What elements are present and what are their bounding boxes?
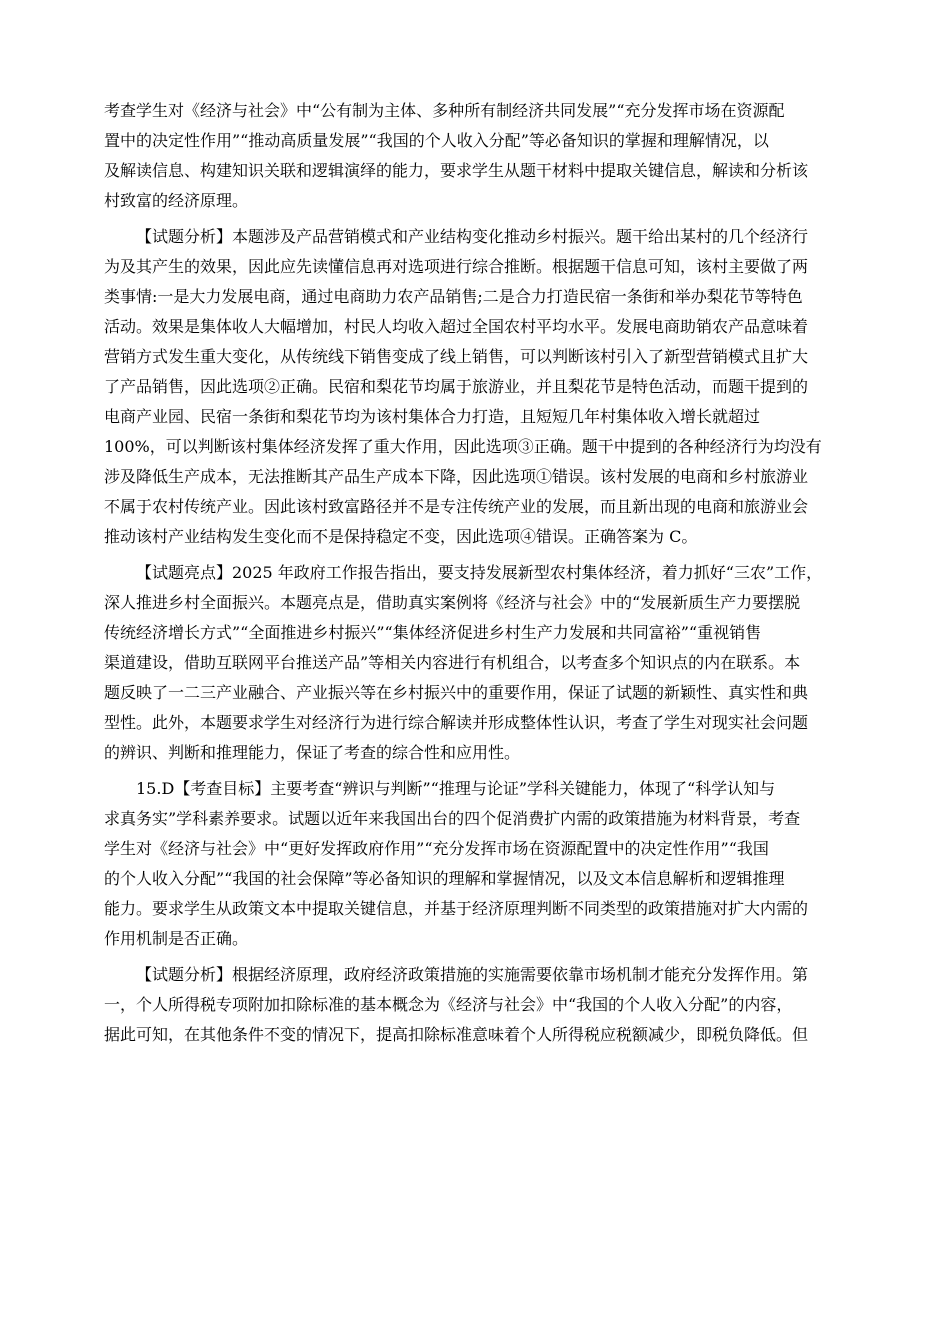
text-line: 【试题分析】根据经济原理，政府经济政策措施的实施需要依靠市场机制才能充分发挥作用。第 — [136, 965, 809, 984]
text-line: 的辨识、判断和推理能力，保证了考查的综合性和应用性。 — [104, 743, 521, 762]
text-line: 推动该村产业结构发生变化而不是保持稳定不变，因此选项④错误。正确答案为 C。 — [104, 527, 698, 546]
paragraph — [104, 558, 846, 768]
text-line: 为及其产生的效果，因此应先读懂信息再对选项进行综合推断。根据题干信息可知，该村主要做了两 — [104, 257, 809, 276]
paragraph — [104, 774, 846, 954]
text-line: 【试题亮点】2025 年政府工作报告指出，要支持发展新型农村集体经济，着力抓好“三农”工作， — [136, 563, 823, 582]
text-line: 了产品销售，因此选项②正确。民宿和梨花节均属于旅游业，并且梨花节是特色活动，而题干提到的 — [104, 377, 809, 396]
text-line: 100%，可以判断该村集体经济发挥了重大作用，因此选项③正确。题干中提到的各种经济行为均没有 — [104, 437, 822, 456]
text-line: 的个人收入分配”“我国的社会保障”等必备知识的理解和掌握情况，以及文本信息解析和逻辑推理 — [104, 869, 785, 888]
text-line: 题反映了一二三产业融合、产业振兴等在乡村振兴中的重要作用，保证了试题的新颖性、真实性和典 — [104, 683, 809, 702]
text-line: 深人推进乡村全面振兴。本题亮点是，借助真实案例将《经济与社会》中的“发展新质生产力要摆脱 — [104, 593, 801, 612]
text-line: 村致富的经济原理。 — [104, 191, 249, 210]
document-page — [104, 96, 846, 1050]
paragraph — [104, 960, 846, 1050]
text-line: 渠道建设，借助互联网平台推送产品”等相关内容进行有机组合，以考查多个知识点的内在联系。本 — [104, 653, 801, 672]
text-line: 能力。要求学生从政策文本中提取关键信息，并基于经济原理判断不同类型的政策措施对扩大内需的 — [104, 899, 809, 918]
text-line: 置中的决定性作用”“推动高质量发展”“我国的个人收入分配”等必备知识的掌握和理解情况，以 — [104, 131, 769, 150]
text-line: 作用机制是否正确。 — [104, 929, 249, 948]
text-line: 传统经济增长方式”“全面推进乡村振兴”“集体经济促进乡村生产力发展和共同富裕”“重视销售 — [104, 623, 762, 642]
text-line: 一，个人所得税专项附加扣除标准的基本概念为《经济与社会》中“我国的个人收入分配”的内容， — [104, 995, 793, 1014]
text-line: 学生对《经济与社会》中“更好发挥政府作用”“充分发挥市场在资源配置中的决定性作用”“我国 — [104, 839, 769, 858]
paragraph — [104, 96, 846, 216]
text-line: 类事情:一是大力发展电商，通过电商助力农产品销售;二是合力打造民宿一条街和举办梨花节等特色 — [104, 287, 803, 306]
text-line: 涉及降低生产成本，无法推断其产品生产成本下降，因此选项①错误。该村发展的电商和乡村旅游业 — [104, 467, 809, 486]
text-line: 活动。效果是集体收人大幅增加，村民人均收入超过全国农村平均水平。发展电商助销农产品意味着 — [104, 317, 809, 336]
text-line: 考查学生对《经济与社会》中“公有制为主体、多种所有制经济共同发展”“充分发挥市场在资源配 — [104, 101, 785, 120]
text-line: 据此可知，在其他条件不变的情况下，提高扣除标准意味着个人所得税应税额减少，即税负降低。但 — [104, 1025, 809, 1044]
text-line: 15.D【考查目标】主要考查“辨识与判断”“推理与论证”学科关键能力，体现了“科学认知与 — [136, 779, 776, 798]
text-line: 【试题分析】本题涉及产品营销模式和产业结构变化推动乡村振兴。题干给出某村的几个经济行 — [136, 227, 809, 246]
text-line: 营销方式发生重大变化，从传统线下销售变成了线上销售，可以判断该村引入了新型营销模式且扩大 — [104, 347, 809, 366]
text-line: 电商产业园、民宿一条街和梨花节均为该村集体合力打造，且短短几年村集体收入增长就超过 — [104, 407, 761, 426]
paragraph — [104, 222, 846, 552]
text-line: 及解读信息、构建知识关联和逻辑演绎的能力，要求学生从题干材料中提取关键信息，解读和分析该 — [104, 161, 809, 180]
text-line: 不属于农村传统产业。因此该村致富路径并不是专注传统产业的发展，而且新出现的电商和旅游业会 — [104, 497, 809, 516]
text-line: 求真务实”学科素养要求。试题以近年来我国出台的四个促消费扩内需的政策措施为材料背景，考查 — [104, 809, 801, 828]
text-line: 型性。此外，本题要求学生对经济行为进行综合解读并形成整体性认识，考查了学生对现实社会问题 — [104, 713, 809, 732]
